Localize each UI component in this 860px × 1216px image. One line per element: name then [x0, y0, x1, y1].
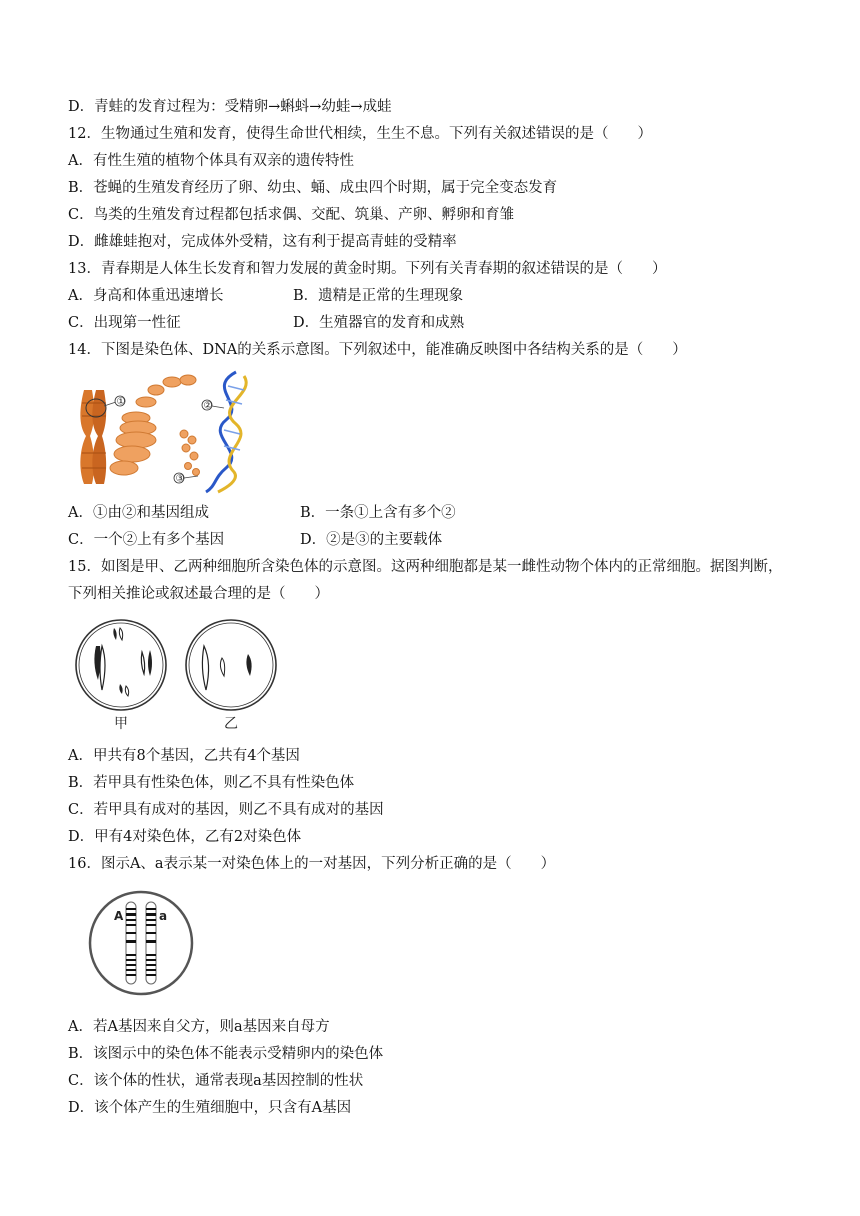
q12-option-d: D．雌雄蛙抱对，完成体外受精，这有利于提高青蛙的受精率	[68, 234, 457, 250]
gene-label-a: a	[159, 909, 168, 923]
q12-option-b: B．苍蝇的生殖发育经历了卵、幼虫、蛹、成虫四个时期，属于完全变态发育	[68, 180, 558, 196]
q15-option-d: D．甲有4对染色体，乙有2对染色体	[68, 829, 302, 845]
q13-option-b: B．遗精是正常的生理现象	[293, 288, 464, 304]
label-3: ③	[175, 473, 185, 485]
cell-yi	[186, 620, 276, 710]
label-1: ①	[116, 396, 126, 408]
q16-option-b: B．该图示中的染色体不能表示受精卵内的染色体	[68, 1046, 384, 1062]
chromosome-shape	[80, 390, 106, 484]
q14-option-d: D．②是③的主要载体	[300, 532, 443, 548]
q12-option-a: A．有性生殖的植物个体具有双亲的遗传特性	[68, 153, 354, 169]
q13-option-d: D．生殖器官的发育和成熟	[293, 315, 465, 331]
chromosome-dna-figure	[76, 368, 256, 494]
q14-option-b: B．一条①上含有多个②	[300, 505, 456, 521]
q16-option-d: D．该个体产生的生殖细胞中，只含有A基因	[68, 1100, 352, 1116]
q12-option-c: C．鸟类的生殖发育过程都包括求偶、交配、筑巢、产卵、孵卵和育雏	[68, 207, 515, 223]
chromosome-left	[126, 902, 136, 984]
q14-option-c: C．一个②上有多个基因	[68, 532, 225, 548]
q12-stem: 12．生物通过生殖和发育，使得生命世代相续，生生不息。下列有关叙述错误的是（ ）	[68, 126, 652, 142]
chromosome-right	[146, 902, 156, 984]
gene-label-A: A	[114, 909, 124, 923]
q15-stem-line1: 15．如图是甲、乙两种细胞所含染色体的示意图。这两种细胞都是某一雌性动物个体内的正常细胞。据图判断，	[68, 559, 783, 575]
q16-option-c: C．该个体的性状，通常表现a基因控制的性状	[68, 1073, 364, 1089]
q13-option-c: C．出现第一性征	[68, 315, 181, 331]
q15-stem-line2: 下列相关推论或叙述最合理的是（ ）	[68, 586, 329, 602]
label-jia: 甲	[114, 716, 128, 732]
dna-double-helix	[203, 372, 246, 492]
q14-stem: 14．下图是染色体、DNA的关系示意图。下列叙述中，能准确反映图中各结构关系的是（ ）	[68, 342, 687, 358]
q16-option-a: A．若A基因来自父方，则a基因来自母方	[68, 1019, 330, 1035]
cells-figure	[74, 618, 284, 738]
q15-option-c: C．若甲具有成对的基因，则乙不具有成对的基因	[68, 802, 384, 818]
label-yi: 乙	[224, 716, 238, 732]
gene-pair-figure	[86, 888, 196, 998]
cell-jia	[76, 620, 166, 710]
q13-stem: 13．青春期是人体生长发育和智力发展的黄金时期。下列有关青春期的叙述错误的是（ ）	[68, 261, 667, 277]
q11-option-d: D．青蛙的发育过程为：受精卵→蝌蚪→幼蛙→成蛙	[68, 99, 392, 115]
coiled-chromatin	[110, 375, 200, 476]
q15-option-a: A．甲共有8个基因，乙共有4个基因	[68, 748, 300, 764]
q15-option-b: B．若甲具有性染色体，则乙不具有性染色体	[68, 775, 355, 791]
q13-option-a: A．身高和体重迅速增长	[68, 288, 224, 304]
q14-option-a: A．①由②和基因组成	[68, 505, 209, 521]
label-2: ②	[203, 400, 213, 412]
q16-stem: 16．图示A、a表示某一对染色体上的一对基因，下列分析正确的是（ ）	[68, 856, 556, 872]
